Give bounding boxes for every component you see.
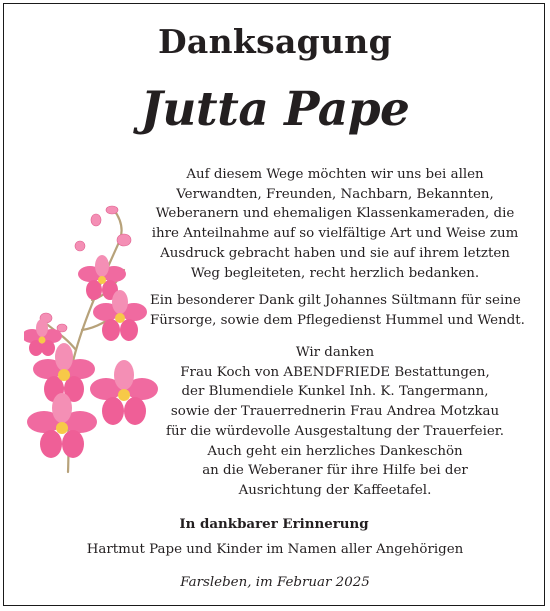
- thanks-paragraph-1: [150, 165, 520, 283]
- text-line: Ein besonderer Dank gilt Johannes Sültmann für seine: [150, 293, 521, 308]
- deceased-name: Jutta Pape: [140, 82, 410, 137]
- text-line: Wir danken: [295, 345, 375, 360]
- signers-line: Hartmut Pape und Kinder im Namen aller Angehörigen: [86, 542, 464, 557]
- text-line: Ausrichtung der Kaffeetafel.: [238, 482, 432, 498]
- text-line: Auch geht ein herzliches Dankeschön: [207, 443, 463, 459]
- closing-text: In dankbarer Erinnerung: [179, 516, 369, 532]
- orchid-blooms: [24, 255, 158, 458]
- text-line: an die Weberaner für ihre Hilfe bei der: [202, 463, 468, 479]
- text-line: Frau Koch von ABENDFRIEDE Bestattungen,: [180, 364, 490, 380]
- thanks-paragraph-2: [150, 291, 525, 330]
- text-line: der Blumendiele Kunkel Inh. K. Tangermann,: [181, 384, 489, 400]
- notice-heading: Danksagung: [158, 22, 392, 61]
- text-line: Auf diesem Wege möchten wir uns bei allen: [186, 167, 484, 182]
- closing-line: [0, 516, 550, 532]
- orchid-image: [24, 200, 164, 480]
- text-line: Verwandten, Freunden, Nachbarn, Bekannten,: [176, 186, 494, 202]
- text-line: sowie der Trauerrednerin Frau Andrea Motzkau: [170, 404, 500, 420]
- text-line: Ausdruck gebracht haben und sie auf ihrem letzten: [160, 245, 510, 261]
- text-line: Fürsorge, sowie dem Pflegedienst Hummel und Wendt.: [150, 312, 525, 328]
- place-date: Farsleben, im Februar 2025: [180, 575, 370, 590]
- thanks-paragraph-3: [150, 343, 520, 501]
- text-line: ihre Anteilnahme auf so vielfältige Art und Weise zum: [151, 226, 519, 242]
- text-line: Weg begleiteten, recht herzlich bedanken.: [190, 265, 480, 281]
- text-line: für die würdevolle Ausgestaltung der Trauerfeier.: [166, 423, 504, 439]
- text-line: Weberanern und ehemaligen Klassenkameraden, die: [155, 206, 515, 222]
